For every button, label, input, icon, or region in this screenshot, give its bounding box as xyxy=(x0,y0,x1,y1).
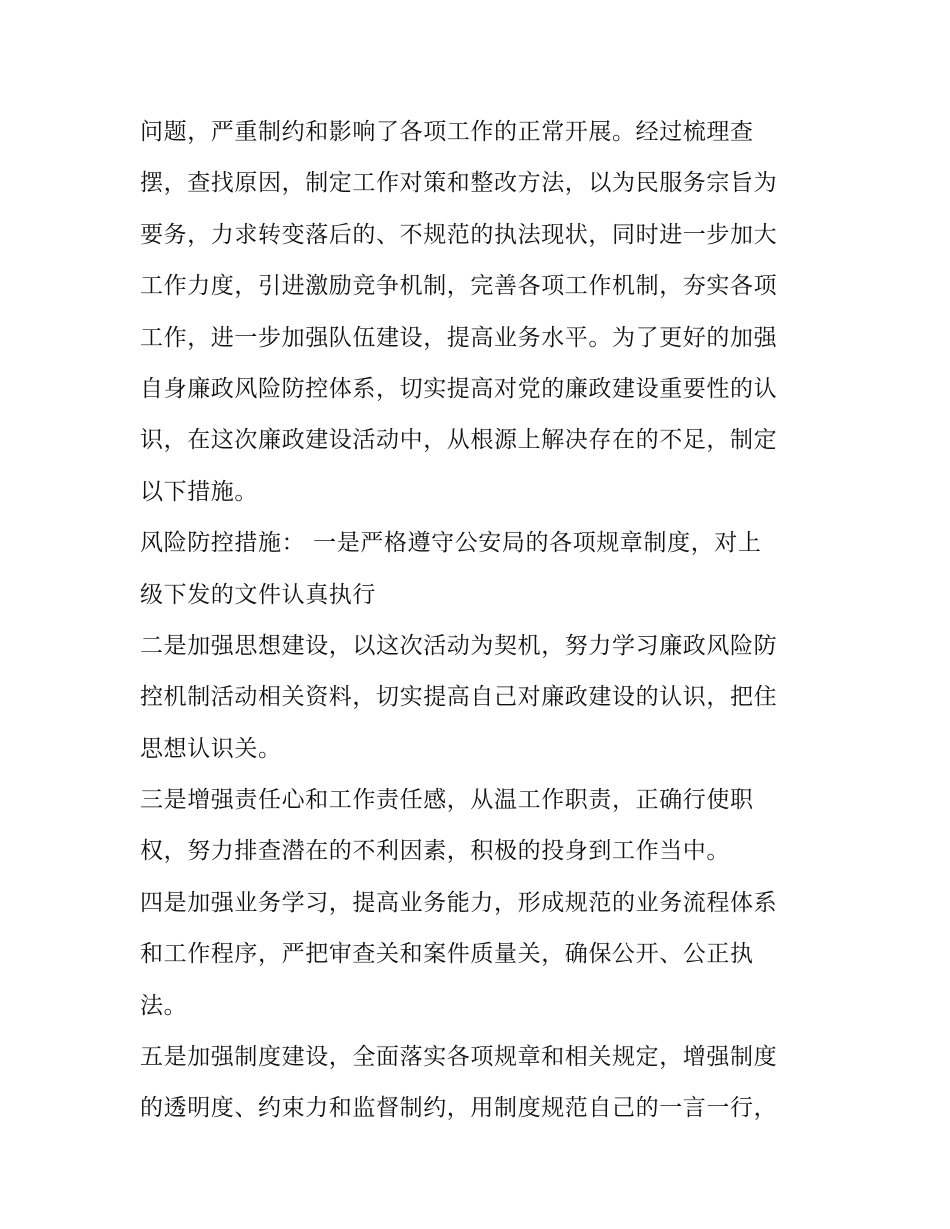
body-text xyxy=(140,107,820,1135)
text-line: 以下措施。 xyxy=(140,478,258,505)
text-line: 的透明度、约束力和监督制约，用制度规范自己的一言一行， xyxy=(140,1095,778,1122)
text-line: 摆，查找原因，制定工作对策和整改方法，以为民服务宗旨为 xyxy=(140,170,778,197)
text-line: 二是加强思想建设，以这次活动为契机，努力学习廉政风险防 xyxy=(140,632,778,659)
text-line: 要务，力求转变落后的、不规范的执法现状，同时进一步加大 xyxy=(140,221,778,248)
text-line: 和工作程序，严把审查关和案件质量关，确保公开、公正执 xyxy=(140,941,754,968)
text-line: 思想认识关。 xyxy=(140,735,282,762)
text-line: 四是加强业务学习，提高业务能力，形成规范的业务流程体系 xyxy=(140,889,778,916)
text-line: 控机制活动相关资料，切实提高自己对廉政建设的认识，把住 xyxy=(140,684,778,711)
text-line: 级下发的文件认真执行 xyxy=(140,581,376,608)
text-line: 问题，严重制约和影响了各项工作的正常开展。经过梳理查 xyxy=(140,119,754,145)
text-line: 权，努力排查潜在的不利因素，积极的投身到工作当中。 xyxy=(140,838,730,865)
text-line: 工作力度，引进激励竞争机制，完善各项工作机制，夯实各项 xyxy=(140,273,778,300)
text-line: 识，在这次廉政建设活动中，从根源上解决存在的不足，制定 xyxy=(140,427,778,454)
text-line: 工作，进一步加强队伍建设，提高业务水平。为了更好的加强 xyxy=(140,324,778,351)
text-line: 自身廉政风险防控体系，切实提高对党的廉政建设重要性的认 xyxy=(140,375,778,402)
text-line: 五是加强制度建设，全面落实各项规章和相关规定，增强制度 xyxy=(140,1044,778,1071)
text-line: 风险防控措施： 一是严格遵守公安局的各项规章制度，对上 xyxy=(140,530,762,557)
text-line: 法。 xyxy=(140,992,188,1019)
text-line: 三是增强责任心和工作责任感，从温工作职责，正确行使职 xyxy=(140,787,754,814)
